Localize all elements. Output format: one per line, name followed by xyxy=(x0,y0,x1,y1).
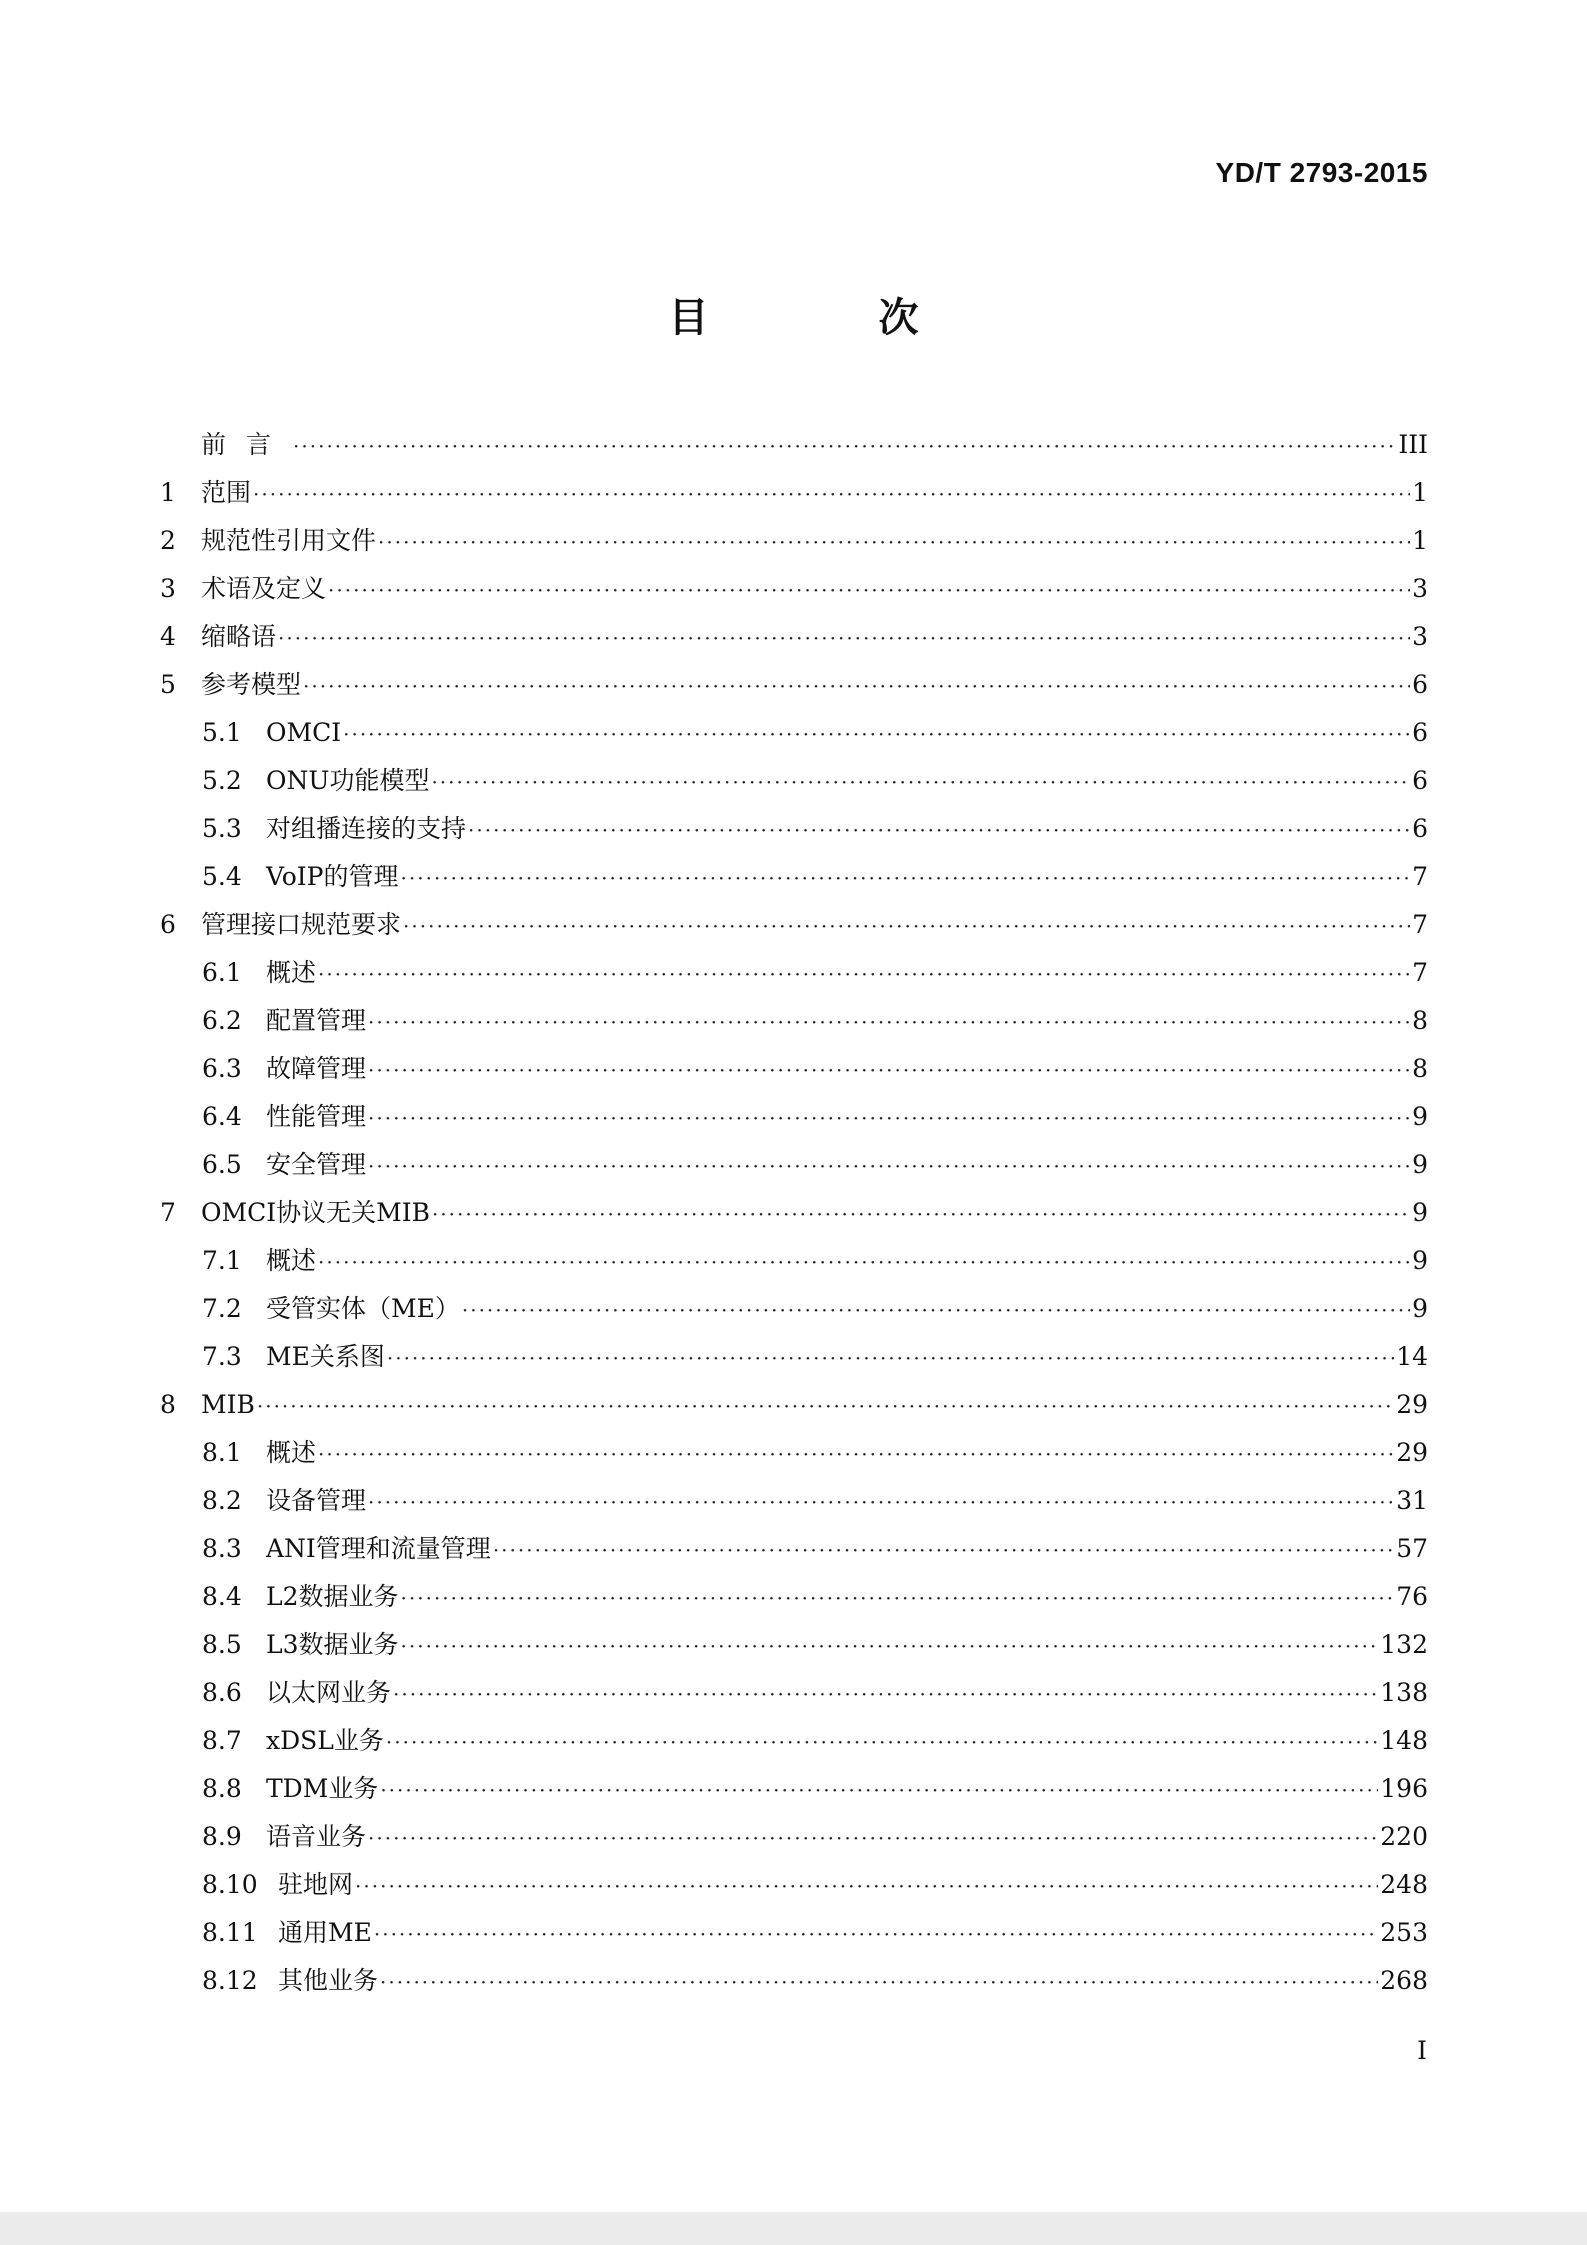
toc-entry-title: VoIP的管理 xyxy=(266,862,399,891)
toc-entry[interactable] xyxy=(160,997,1428,1045)
toc-entry-page: 196 xyxy=(1380,1774,1428,1803)
toc-entry-page: 1 xyxy=(1412,526,1428,555)
toc-entry-leader-dots xyxy=(368,1142,1410,1190)
toc-entry[interactable] xyxy=(160,1285,1428,1333)
toc-entry-number: 8.5 xyxy=(202,1630,242,1659)
toc-entry-leader-dots xyxy=(368,1478,1394,1526)
toc-entry-page: 9 xyxy=(1412,1294,1428,1323)
toc-entry-page: 138 xyxy=(1380,1678,1428,1707)
toc-entry-number: 8.8 xyxy=(202,1774,242,1803)
toc-entry[interactable] xyxy=(160,1429,1428,1477)
toc-entry-leader-dots xyxy=(318,950,1410,998)
toc-entry-title: 概述 xyxy=(266,1438,317,1467)
toc-entry-number: 6 xyxy=(160,910,176,939)
toc-entry-number: 7.2 xyxy=(202,1294,242,1323)
toc-entry-leader-dots xyxy=(468,806,1410,854)
toc-entry-page: 6 xyxy=(1412,670,1428,699)
toc-entry[interactable] xyxy=(160,1141,1428,1189)
toc-entry-leader-dots xyxy=(387,1334,1394,1382)
toc-entry-page: 9 xyxy=(1412,1102,1428,1131)
toc-entry-page: 7 xyxy=(1412,862,1428,891)
toc-entry-title: 其他业务 xyxy=(278,1966,379,1995)
toc-entry-title: 范围 xyxy=(201,478,252,507)
toc-entry[interactable] xyxy=(160,1189,1428,1237)
document-code: YD/T 2793-2015 xyxy=(1215,157,1428,188)
toc-entry[interactable] xyxy=(160,1237,1428,1285)
toc-entry[interactable] xyxy=(160,1957,1428,2005)
toc-entry-title: TDM业务 xyxy=(266,1774,379,1803)
toc-entry-leader-dots xyxy=(328,566,1410,614)
toc-entry-title: 缩略语 xyxy=(201,622,277,651)
toc-entry-number: 1 xyxy=(160,478,176,507)
toc-entry-number: 8.7 xyxy=(202,1726,242,1755)
toc-entry-number: 8.12 xyxy=(202,1966,258,1995)
toc-entry[interactable] xyxy=(160,1813,1428,1861)
toc-entry[interactable] xyxy=(160,1093,1428,1141)
toc-entry-title: ANI管理和流量管理 xyxy=(266,1534,491,1563)
toc-entry-number: 4 xyxy=(160,622,176,651)
toc-entry-number: 5.4 xyxy=(202,862,242,891)
toc-entry-title: 故障管理 xyxy=(266,1054,367,1083)
toc-entry-title: 对组播连接的支持 xyxy=(266,814,467,843)
toc-entry-page: 57 xyxy=(1396,1534,1428,1563)
toc-entry-leader-dots xyxy=(355,1862,1378,1910)
toc-entry-leader-dots xyxy=(257,1382,1394,1430)
toc-entry-title: 前言 xyxy=(201,430,292,459)
toc-entry-page: 31 xyxy=(1396,1486,1428,1515)
toc-entry[interactable] xyxy=(160,1477,1428,1525)
toc-entry-number: 3 xyxy=(160,574,176,603)
toc-entry-number: 8.2 xyxy=(202,1486,242,1515)
toc-entry-number: 8.11 xyxy=(202,1918,258,1947)
toc-entry-leader-dots xyxy=(401,1574,1395,1622)
toc-entry-page: 9 xyxy=(1412,1246,1428,1275)
toc-entry-page: 8 xyxy=(1412,1006,1428,1035)
toc-entry-number: 6.2 xyxy=(202,1006,242,1035)
toc-entry-page: 7 xyxy=(1412,910,1428,939)
toc-entry-page: 132 xyxy=(1380,1630,1428,1659)
toc-entry-leader-dots xyxy=(253,470,1410,518)
toc-entry-page: 248 xyxy=(1380,1870,1428,1899)
toc-entry-page: 76 xyxy=(1396,1582,1428,1611)
toc-entry-leader-dots xyxy=(343,710,1410,758)
toc-entry-page: 14 xyxy=(1396,1342,1428,1371)
toc-entry-title: 通用ME xyxy=(278,1918,372,1947)
toc-entry-title: 概述 xyxy=(266,958,317,987)
toc-entry-number: 2 xyxy=(160,526,176,555)
toc-entry-leader-dots xyxy=(462,1286,1410,1334)
toc-entry-leader-dots xyxy=(368,1094,1410,1142)
toc-entry[interactable] xyxy=(160,1861,1428,1909)
toc-entry-page: 29 xyxy=(1396,1438,1428,1467)
toc-entry-title: OMCI xyxy=(266,718,342,747)
toc-entry-leader-dots xyxy=(378,518,1410,566)
toc-entry-page: 253 xyxy=(1380,1918,1428,1947)
toc-entry-page: 6 xyxy=(1412,814,1428,843)
toc-entry-number: 8.4 xyxy=(202,1582,242,1611)
toc-entry-number: 8.6 xyxy=(202,1678,242,1707)
toc-entry-title: L3数据业务 xyxy=(266,1630,399,1659)
toc-entry-number: 5 xyxy=(160,670,176,699)
toc-entry-title: 性能管理 xyxy=(266,1102,367,1131)
toc-entry[interactable] xyxy=(160,1621,1428,1669)
toc-entry-number: 5.1 xyxy=(202,718,242,747)
toc-entry-leader-dots xyxy=(318,1238,1410,1286)
toc-entry-title: ME关系图 xyxy=(266,1342,385,1371)
toc-entry-title: L2数据业务 xyxy=(266,1582,399,1611)
toc-entry-leader-dots xyxy=(278,614,1410,662)
toc-entry-title: 受管实体（ME） xyxy=(266,1294,460,1323)
toc-entry-leader-dots xyxy=(374,1910,1378,1958)
toc-entry-leader-dots xyxy=(380,1766,1378,1814)
toc-entry-title: 术语及定义 xyxy=(201,574,327,603)
toc-entry[interactable] xyxy=(160,901,1428,949)
page-title: 目 次 xyxy=(668,295,997,341)
page-number: I xyxy=(1417,2036,1427,2065)
toc-entry[interactable] xyxy=(160,709,1428,757)
toc-entry-page: 220 xyxy=(1380,1822,1428,1851)
toc-entry[interactable] xyxy=(160,1381,1428,1429)
toc-entry-page: 29 xyxy=(1396,1390,1428,1419)
toc-entry-number: 8 xyxy=(160,1390,176,1419)
toc-entry-title: 规范性引用文件 xyxy=(201,526,377,555)
toc-entry-title: 配置管理 xyxy=(266,1006,367,1035)
toc-entry-leader-dots xyxy=(303,662,1410,710)
toc-entry-leader-dots xyxy=(368,1814,1378,1862)
toc-entry-page: 6 xyxy=(1412,718,1428,747)
toc-entry-title: 驻地网 xyxy=(278,1870,354,1899)
toc-entry-page: III xyxy=(1398,430,1428,459)
toc-entry[interactable] xyxy=(160,1525,1428,1573)
toc-entry-number: 5.2 xyxy=(202,766,242,795)
toc-entry-title: 安全管理 xyxy=(266,1150,367,1179)
toc-entry-number: 6.5 xyxy=(202,1150,242,1179)
toc-entry-number: 7 xyxy=(160,1198,176,1227)
toc-entry[interactable] xyxy=(160,613,1428,661)
toc-entry-page: 1 xyxy=(1412,478,1428,507)
toc-entry-title: MIB xyxy=(201,1390,255,1419)
toc-entry[interactable] xyxy=(160,1333,1428,1381)
toc-entry-leader-dots xyxy=(493,1526,1394,1574)
toc-entry[interactable] xyxy=(160,1669,1428,1717)
toc-entry[interactable] xyxy=(160,1573,1428,1621)
toc-entry-number: 5.3 xyxy=(202,814,242,843)
toc-entry-number: 7.1 xyxy=(202,1246,242,1275)
toc-entry-title: ONU功能模型 xyxy=(266,766,430,795)
toc-entry-leader-dots xyxy=(368,998,1410,1046)
toc-entry-title: 概述 xyxy=(266,1246,317,1275)
toc-entry-number: 6.4 xyxy=(202,1102,242,1131)
toc-entry[interactable] xyxy=(160,949,1428,997)
toc-entry-title: 语音业务 xyxy=(266,1822,367,1851)
toc-entry[interactable] xyxy=(160,661,1428,709)
toc-entry[interactable] xyxy=(160,469,1428,517)
toc-entry-title: 管理接口规范要求 xyxy=(201,910,402,939)
toc-entry-page: 9 xyxy=(1412,1198,1428,1227)
toc-entry-page: 8 xyxy=(1412,1054,1428,1083)
toc-entry-leader-dots xyxy=(403,902,1410,950)
toc-entry-leader-dots xyxy=(386,1718,1378,1766)
toc-entry-leader-dots xyxy=(318,1430,1394,1478)
toc-entry-title: 参考模型 xyxy=(201,670,302,699)
toc-entry-page: 7 xyxy=(1412,958,1428,987)
toc-entry-title: OMCI协议无关MIB xyxy=(201,1198,430,1227)
toc-entry-leader-dots xyxy=(401,1622,1379,1670)
toc-entry-title: 设备管理 xyxy=(266,1486,367,1515)
toc-entry-number: 6.3 xyxy=(202,1054,242,1083)
toc-entry-leader-dots xyxy=(293,422,1396,470)
toc-entry[interactable] xyxy=(160,421,1428,469)
toc-entry-number: 8.1 xyxy=(202,1438,242,1467)
toc-entry[interactable] xyxy=(160,805,1428,853)
toc-entry-leader-dots xyxy=(368,1046,1410,1094)
toc-entry[interactable] xyxy=(160,853,1428,901)
toc-entry-page: 3 xyxy=(1412,574,1428,603)
toc-entry[interactable] xyxy=(160,517,1428,565)
toc-entry-title: xDSL业务 xyxy=(266,1726,384,1755)
toc-entry-leader-dots xyxy=(380,1958,1378,2006)
toc-entry-title: 以太网业务 xyxy=(266,1678,392,1707)
toc-entry[interactable] xyxy=(160,1045,1428,1093)
toc-entry-number: 8.9 xyxy=(202,1822,242,1851)
toc-entry-page: 148 xyxy=(1380,1726,1428,1755)
toc-entry-number: 7.3 xyxy=(202,1342,242,1371)
toc-entry-leader-dots xyxy=(393,1670,1378,1718)
toc-entry[interactable] xyxy=(160,757,1428,805)
toc-entry-number: 8.10 xyxy=(202,1870,258,1899)
toc-entry-leader-dots xyxy=(401,854,1411,902)
toc-entry-page: 268 xyxy=(1380,1966,1428,1995)
toc-entry-number: 8.3 xyxy=(202,1534,242,1563)
toc-entry[interactable] xyxy=(160,1909,1428,1957)
toc-entry-page: 6 xyxy=(1412,766,1428,795)
toc-entry-page: 3 xyxy=(1412,622,1428,651)
toc-entry-leader-dots xyxy=(431,758,1410,806)
toc-entry-page: 9 xyxy=(1412,1150,1428,1179)
table-of-contents xyxy=(160,421,1428,2005)
toc-entry[interactable] xyxy=(160,565,1428,613)
toc-entry-number: 6.1 xyxy=(202,958,242,987)
toc-entry[interactable] xyxy=(160,1765,1428,1813)
toc-entry[interactable] xyxy=(160,1717,1428,1765)
toc-entry-leader-dots xyxy=(432,1190,1410,1238)
